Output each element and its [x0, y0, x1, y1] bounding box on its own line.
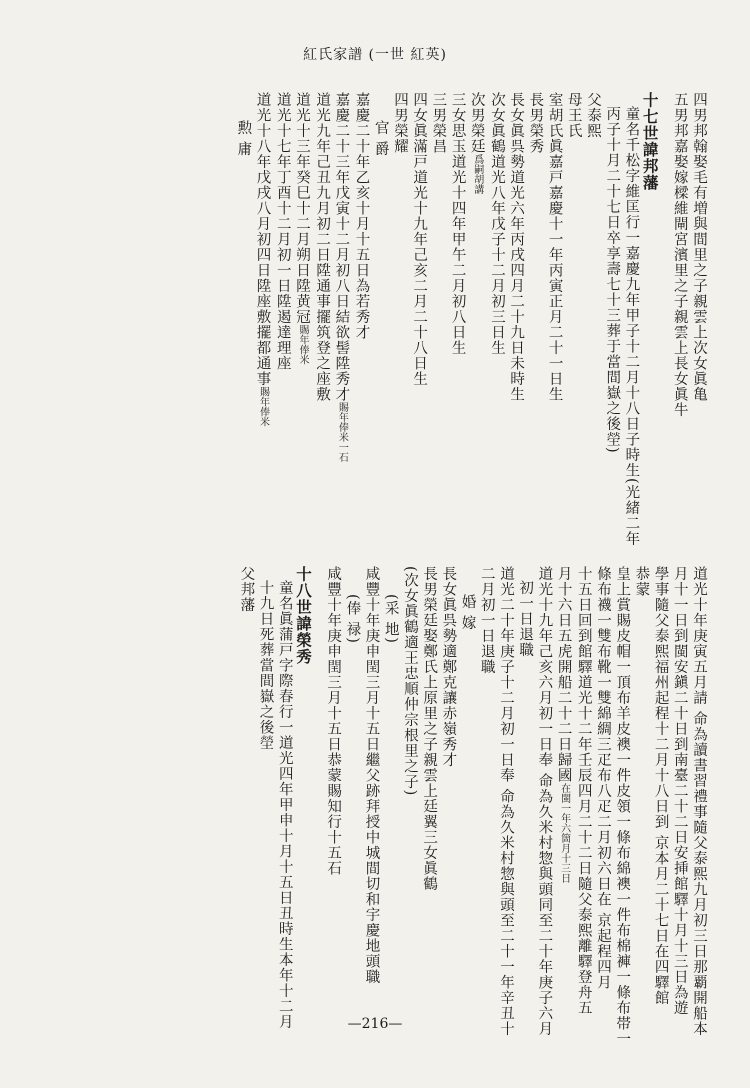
text-line: 道光二十年庚子十二月初一日奉 命為久米村惣與頭至二十一年辛丑十	[497, 566, 514, 1037]
section-heading: (采 地)	[382, 594, 399, 644]
text-line: 嘉慶二十年乙亥十月十五日為若秀才	[353, 92, 370, 340]
generation-heading: 十八世諱榮秀	[293, 566, 313, 665]
text-line: 三男榮昌	[430, 92, 447, 154]
text-line: (次女眞鶴適王忠順仲宗根里之子)	[401, 566, 418, 797]
inline-note: 爲嗣胡講	[471, 154, 483, 194]
text-line: 長男榮廷娶鄭氏上原里之子親雲上廷翼三女眞鶴	[421, 566, 438, 892]
page-number: —216—	[347, 1016, 403, 1032]
text-line: 長男榮秀	[527, 92, 544, 154]
inline-note: 賜年俸米一石	[336, 402, 348, 462]
generation-heading: 十七世諱邦藩	[640, 92, 660, 191]
text-line: 長女眞呉勢適鄭克讓赤嶺秀才	[440, 566, 457, 768]
text-line: 十九日死葬當間嶽之後塋	[257, 580, 274, 751]
text-line: 次女眞鶴道光八年戊子十二月初三日生	[488, 92, 505, 356]
text-line: 童名眞蒲戸字際春行一道光四年甲申十月十五日丑時生本年十二月	[276, 580, 293, 1030]
text-line: 四女眞滿戸道光十九年己亥二月二十八日生	[411, 92, 428, 387]
inline-note: 賜年俸米	[257, 386, 269, 427]
section-heading: 婚 嫁	[459, 594, 476, 631]
text-line: 條布襪一雙布靴一雙綿綢三疋布八疋二月初六日在 京起程四月	[594, 566, 611, 991]
inline-note: 在閩一年六箇月十三日	[558, 783, 570, 883]
text-line: 三女思玉道光十四年甲午二月初八日生	[449, 92, 466, 356]
text-line: 童名千松字維匡行一嘉慶九年甲子十二月十八日子時生(光緒二年	[623, 106, 640, 547]
text-line: 五男邦嘉娶嫁樑維閘宮濱里之子親雲上長女眞牛	[671, 92, 688, 418]
text-line: 道光十八年戊戌八月初四日陞座敷擺都通事賜年俸米	[254, 92, 271, 427]
text-line: 室胡氏眞嘉戸嘉慶十一年丙寅正月二十一日生	[546, 92, 563, 402]
running-header: 紅氏家譜 (一世 紅英)	[303, 47, 447, 63]
section-heading: (俸 禄)	[344, 594, 361, 644]
text-line: 母王氏	[565, 92, 582, 139]
text-line: 嘉慶二十三年戊寅十二月初八日結欲髻陞秀才賜年俸米一石	[333, 92, 350, 462]
text-line: 四男邦翰娶毛有増與間里之子親雲上次女眞亀	[691, 92, 707, 402]
text-line: 父泰熙	[584, 92, 601, 139]
text-line: 月十六日五虎開船二十二日歸國在閩一年六箇月十三日	[555, 566, 572, 883]
text-line: 道光十七年丁酉十二月初一日陞遏達理座	[274, 92, 291, 371]
section-heading: 官 爵	[372, 120, 389, 157]
text-line: 皇上賞賜皮帽一頂布羊皮襖一件皮領一條布綿襖一件布棉褲一條布帯一	[614, 566, 631, 1047]
text-line: 月十一日到閩安鎭二十日到南臺二十二日安挿館驛十月十三日為遊	[671, 566, 688, 1016]
text-line: 二月初一日退職	[478, 566, 495, 675]
text-line: 道光十三年癸巳十二月朔日陞黄冠賜年俸米	[293, 92, 310, 365]
text-line: 長女眞呉勢道光六年丙戌四月二十九日未時生	[508, 92, 525, 402]
text-line: 學事隨父泰熙福州起程十二月十八日到 京本月二十七日在四驛館	[652, 566, 669, 1006]
inline-note: 賜年俸米	[296, 324, 308, 365]
text-line: 咸豐十年庚申閏三月十五日繼父跡拜授中城間切和宇慶地頭職	[363, 566, 380, 985]
text-line: 丙子十月二十七日卒享壽七十三葬于當間嶽之後塋)	[604, 106, 621, 454]
upper-text-block	[233, 92, 708, 547]
text-line: 道光十年庚寅五月請 命為讀書習禮事隨父泰熙九月初三日那覇開船本	[691, 566, 707, 1037]
text-line: 道光九年己丑九月初二日陞通事擺筑登之座敷	[314, 92, 331, 402]
text-line: 道光十九年己亥六月初一日奉 命為久米村惣與頭同至二十年庚子六月	[536, 566, 553, 1037]
text-line: 十五日回到館驛道光十二年壬辰四月二十二日隨父泰熙離驛登舟五	[575, 566, 592, 1016]
text-line: 初一日退職	[517, 580, 534, 658]
section-heading: 勲 庸	[235, 120, 252, 157]
text-line: 次男榮廷爲嗣胡講	[468, 92, 485, 194]
text-line: 恭蒙	[633, 566, 650, 597]
text-line: 父邦藩	[238, 566, 255, 613]
text-line: 四男榮耀	[391, 92, 408, 154]
text-line: 咸豐十年庚申閏三月十五日恭蒙賜知行十五石	[325, 566, 342, 876]
